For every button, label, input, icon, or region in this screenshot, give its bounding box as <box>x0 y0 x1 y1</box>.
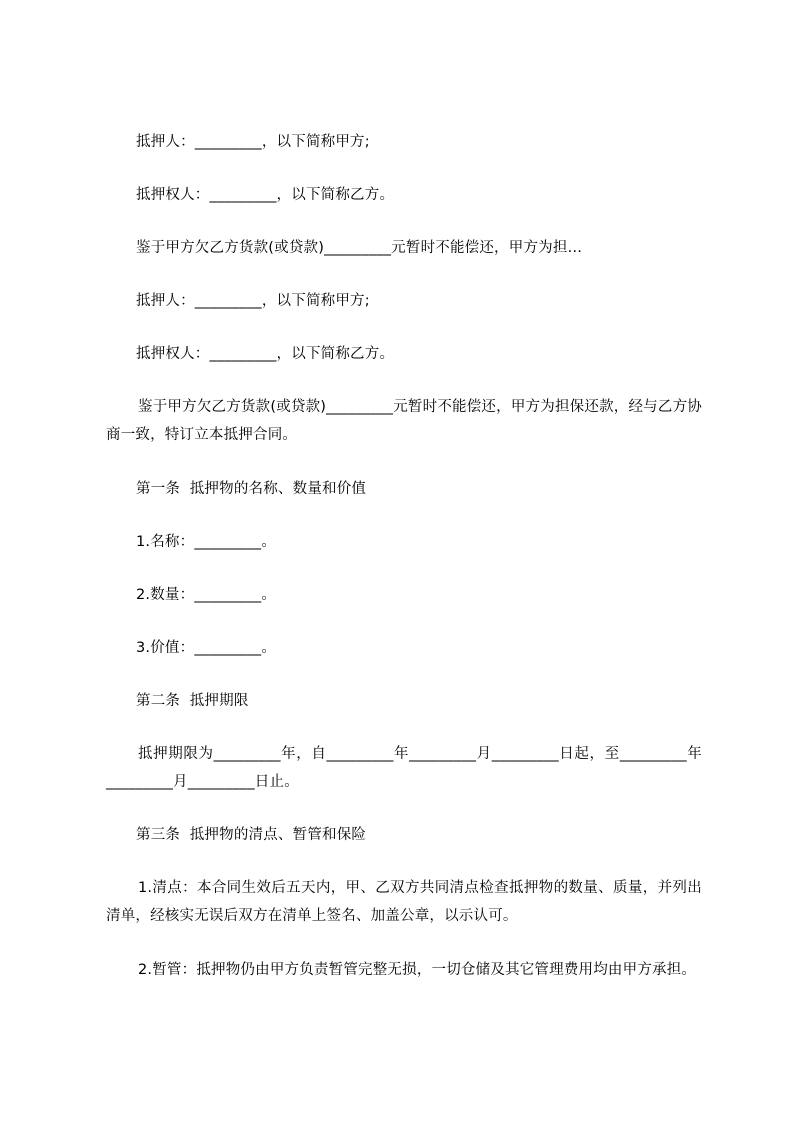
paragraph-mortgagor-repeat: 抵押人：_________，以下简称甲方; <box>136 293 370 309</box>
paragraph-preamble-truncated: 鉴于甲方欠乙方货款(或贷款)_________元暂时不能偿还，甲方为担… <box>136 240 583 256</box>
paragraph-inventory: 1.清点：本合同生效后五天内，甲、乙双方共同清点检查抵押物的数量、质量，并列出清单，经核实无误后双方在清单上签名、加盖公章，以示认可。 <box>106 880 702 924</box>
article-2-heading: 第二条 抵押期限 <box>136 693 249 709</box>
item-name: 1.名称：_________。 <box>136 534 277 550</box>
paragraph-mortgagor: 抵押人：_________，以下简称甲方; <box>136 134 370 150</box>
article-3-heading: 第三条 抵押物的清点、暂管和保险 <box>136 827 367 843</box>
article-1-heading: 第一条 抵押物的名称、数量和价值 <box>136 481 367 497</box>
paragraph-custody: 2.暂管：抵押物仍由甲方负责暂管完整无损，一切仓储及其它管理费用均由甲方承担。 <box>138 962 697 978</box>
paragraph-mortgagee-repeat: 抵押权人：_________，以下简称乙方。 <box>136 346 395 362</box>
paragraph-preamble: 鉴于甲方欠乙方货款(或贷款)_________元暂时不能偿还，甲方为担保还款，经与乙方协商一致，特订立本抵押合同。 <box>106 399 702 443</box>
paragraph-term: 抵押期限为_________年，自_________年_________月_________日起，至_________年_________月_________日止。 <box>106 746 702 790</box>
item-quantity: 2.数量：_________。 <box>136 587 277 603</box>
paragraph-mortgagee: 抵押权人：_________，以下简称乙方。 <box>136 187 395 203</box>
item-value: 3.价值：_________。 <box>136 640 277 656</box>
